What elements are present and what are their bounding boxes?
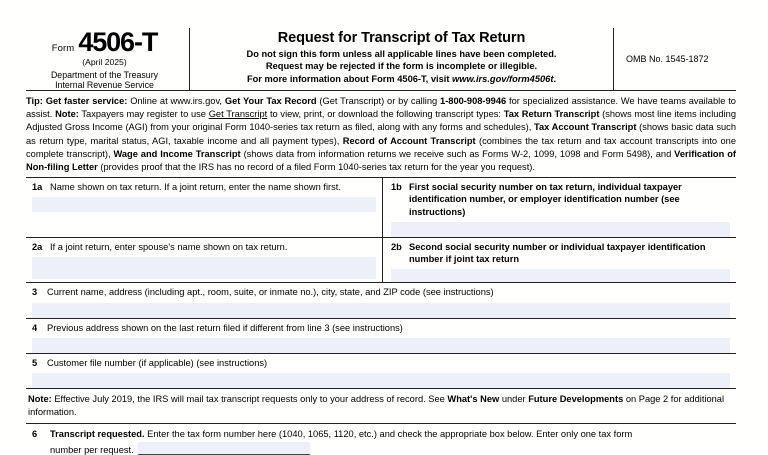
form-identity-line xyxy=(26,29,183,56)
form-number-label: 4506-T xyxy=(78,27,158,57)
line-6-second-line-text: number per request. xyxy=(50,444,134,455)
tip-phone-number: 1-800-908-9946 xyxy=(440,96,507,106)
line-2a-input[interactable] xyxy=(32,257,376,279)
tip-get-your-tax-record: Get Your Tax Record xyxy=(224,96,317,106)
note-whats-new: What's New xyxy=(447,394,500,405)
line-1a-cell xyxy=(26,178,383,237)
page-title: Request for Transcript of Tax Return xyxy=(277,30,526,46)
line-5-cell xyxy=(26,354,736,388)
tip-wage-and-income-transcript: Wage and Income Transcript xyxy=(113,148,241,159)
header-omb-block xyxy=(614,28,736,90)
tip-text-6: for specialized assistance. We have teams available to assist. xyxy=(26,96,736,120)
form-revision-date: (April 2025) xyxy=(82,57,127,67)
line-6-text xyxy=(50,428,730,441)
tip-text-18: (shows data from information returns we receive such as Forms W-2, 1099, 1098 and Form 5498), and xyxy=(240,148,675,159)
line-6-number: 6 xyxy=(32,428,38,439)
line-2-row xyxy=(26,238,736,283)
header-subtitles xyxy=(198,48,605,85)
line-2b-cell xyxy=(383,238,736,283)
tip-text-12: (shows most line items including Adjusted Gross Income (AGI) from your original Form 1040-series tax return as filed, along with any forms and schedules), xyxy=(26,109,737,133)
tip-text-16: (combines the tax return and tax account transcripts into one complete transcript), xyxy=(26,135,736,159)
subtitle-line-3-suffix: . xyxy=(553,73,557,84)
tip-text-4: (Get Transcript) or by calling xyxy=(316,96,441,106)
line-1b-text: First social security number on tax return, individual taxpayer identification number, or employer identification number (see instructions) xyxy=(409,182,682,217)
line-1-row xyxy=(26,178,736,237)
omb-number: OMB No. 1545-1872 xyxy=(626,54,709,64)
line-1a-number: 1a xyxy=(32,182,43,193)
form-4506t xyxy=(26,28,736,455)
tip-tax-account-transcript: Tax Account Transcript xyxy=(533,122,637,133)
line-5-input[interactable] xyxy=(32,373,730,388)
subtitle-line-3-prefix: For more information about Form 4506-T, visit xyxy=(246,73,453,84)
line-2-group xyxy=(26,238,736,284)
tip-text-14: (shows basic data such as return type, marital status, AGI, taxable income and all payment types), xyxy=(26,122,736,146)
line-2a-label xyxy=(32,241,376,253)
line-6-second-row xyxy=(32,442,730,455)
line-2b-input[interactable] xyxy=(391,269,730,282)
line-5-number: 5 xyxy=(32,357,38,368)
header-title-block xyxy=(190,28,614,90)
note-text-6: on Page 2 for additional information. xyxy=(28,394,725,418)
line-5-text: Customer file number (if applicable) (see instructions) xyxy=(47,357,268,368)
agency-line-1: Department of the Treasury xyxy=(50,70,159,80)
tip-paragraph xyxy=(26,91,736,178)
line-6-rest-text: Enter the tax form number here (1040, 1065, 1120, etc.) and check the appropriate box below. Enter only one tax form xyxy=(144,428,633,439)
line-1a-text: Name shown on tax return. If a joint return, enter the name shown first. xyxy=(50,182,341,193)
line-3-label xyxy=(32,286,730,298)
note-text-2: Effective July 2019, the IRS will mail tax transcript requests only to your address of record. See xyxy=(51,394,448,405)
tip-text-20: (provides proof that the IRS has no record of a filed Form 1040-series tax return for the year you request). xyxy=(97,161,535,172)
form-word-label: Form xyxy=(51,43,75,54)
subtitle-line-3 xyxy=(198,73,605,85)
tip-text-10: to view, print, or download the following transcript types: xyxy=(267,109,504,120)
line-1b-cell xyxy=(383,178,736,237)
tip-text-8: Taxpayers may register to use xyxy=(78,109,209,120)
note-paragraph xyxy=(26,389,736,423)
line-1a-label xyxy=(32,181,376,193)
line-1a-input[interactable] xyxy=(32,197,376,212)
tip-record-of-account-transcript: Record of Account Transcript xyxy=(342,135,476,146)
line-6-bold-lead: Transcript requested. xyxy=(50,428,145,439)
note-text-4: under xyxy=(499,394,529,405)
line-6-label xyxy=(32,428,730,441)
form-header xyxy=(26,28,736,91)
line-4-group xyxy=(26,319,736,354)
line-3-number: 3 xyxy=(32,287,38,298)
tip-lead-bold: Tip: Get faster service: xyxy=(26,96,128,106)
line-4-label xyxy=(32,322,730,334)
line-3-cell xyxy=(26,283,736,317)
line-3-input[interactable] xyxy=(32,303,730,318)
line-2a-text: If a joint return, enter spouse's name shown on tax return. xyxy=(50,241,288,252)
header-form-identity xyxy=(26,28,190,90)
agency-line-2: Internal Revenue Service xyxy=(55,80,154,91)
line-2a-number: 2a xyxy=(32,241,43,252)
tip-tax-return-transcript: Tax Return Transcript xyxy=(503,109,600,120)
tax-form-number-input[interactable] xyxy=(138,442,310,455)
line-6-group xyxy=(26,424,736,455)
subtitle-line-2: Request may be rejected if the form is incomplete or illegible. xyxy=(265,61,538,72)
line-1b-input[interactable] xyxy=(391,222,730,237)
tip-text-2: Online at www.irs.gov, xyxy=(127,96,225,106)
line-2a-cell xyxy=(26,238,383,283)
note-future-developments: Future Developments xyxy=(528,394,624,405)
note-label: Note: xyxy=(28,394,52,405)
tip-note-label: Note: xyxy=(55,109,79,120)
get-transcript-link[interactable]: Get Transcript xyxy=(208,109,268,120)
agency-block xyxy=(26,70,183,91)
line-1-group xyxy=(26,178,736,238)
line-1b-label xyxy=(391,181,730,218)
line-2b-label xyxy=(391,241,730,266)
irs-form-url-link[interactable]: www.irs.gov/form4506t xyxy=(452,73,554,84)
line-5-group xyxy=(26,354,736,389)
line-4-number: 4 xyxy=(32,322,38,333)
subtitle-line-1: Do not sign this form unless all applicable lines have been completed. xyxy=(246,49,557,59)
line-1b-number: 1b xyxy=(391,182,402,193)
line-2b-text: Second social security number or individual taxpayer identification number if joint tax return xyxy=(409,241,706,265)
line-3-group xyxy=(26,283,736,318)
line-4-text: Previous address shown on the last return filed if different from line 3 (see instructions) xyxy=(47,322,403,333)
line-5-label xyxy=(32,357,730,369)
line-4-cell xyxy=(26,319,736,353)
line-4-input[interactable] xyxy=(32,338,730,353)
tip-verification-non-filing: Verification of Non-filing Letter xyxy=(26,148,736,172)
line-2b-number: 2b xyxy=(391,241,402,252)
line-3-text: Current name, address (including apt., room, suite, or inmate no.), city, state, and ZIP code (see instructions) xyxy=(47,287,494,298)
